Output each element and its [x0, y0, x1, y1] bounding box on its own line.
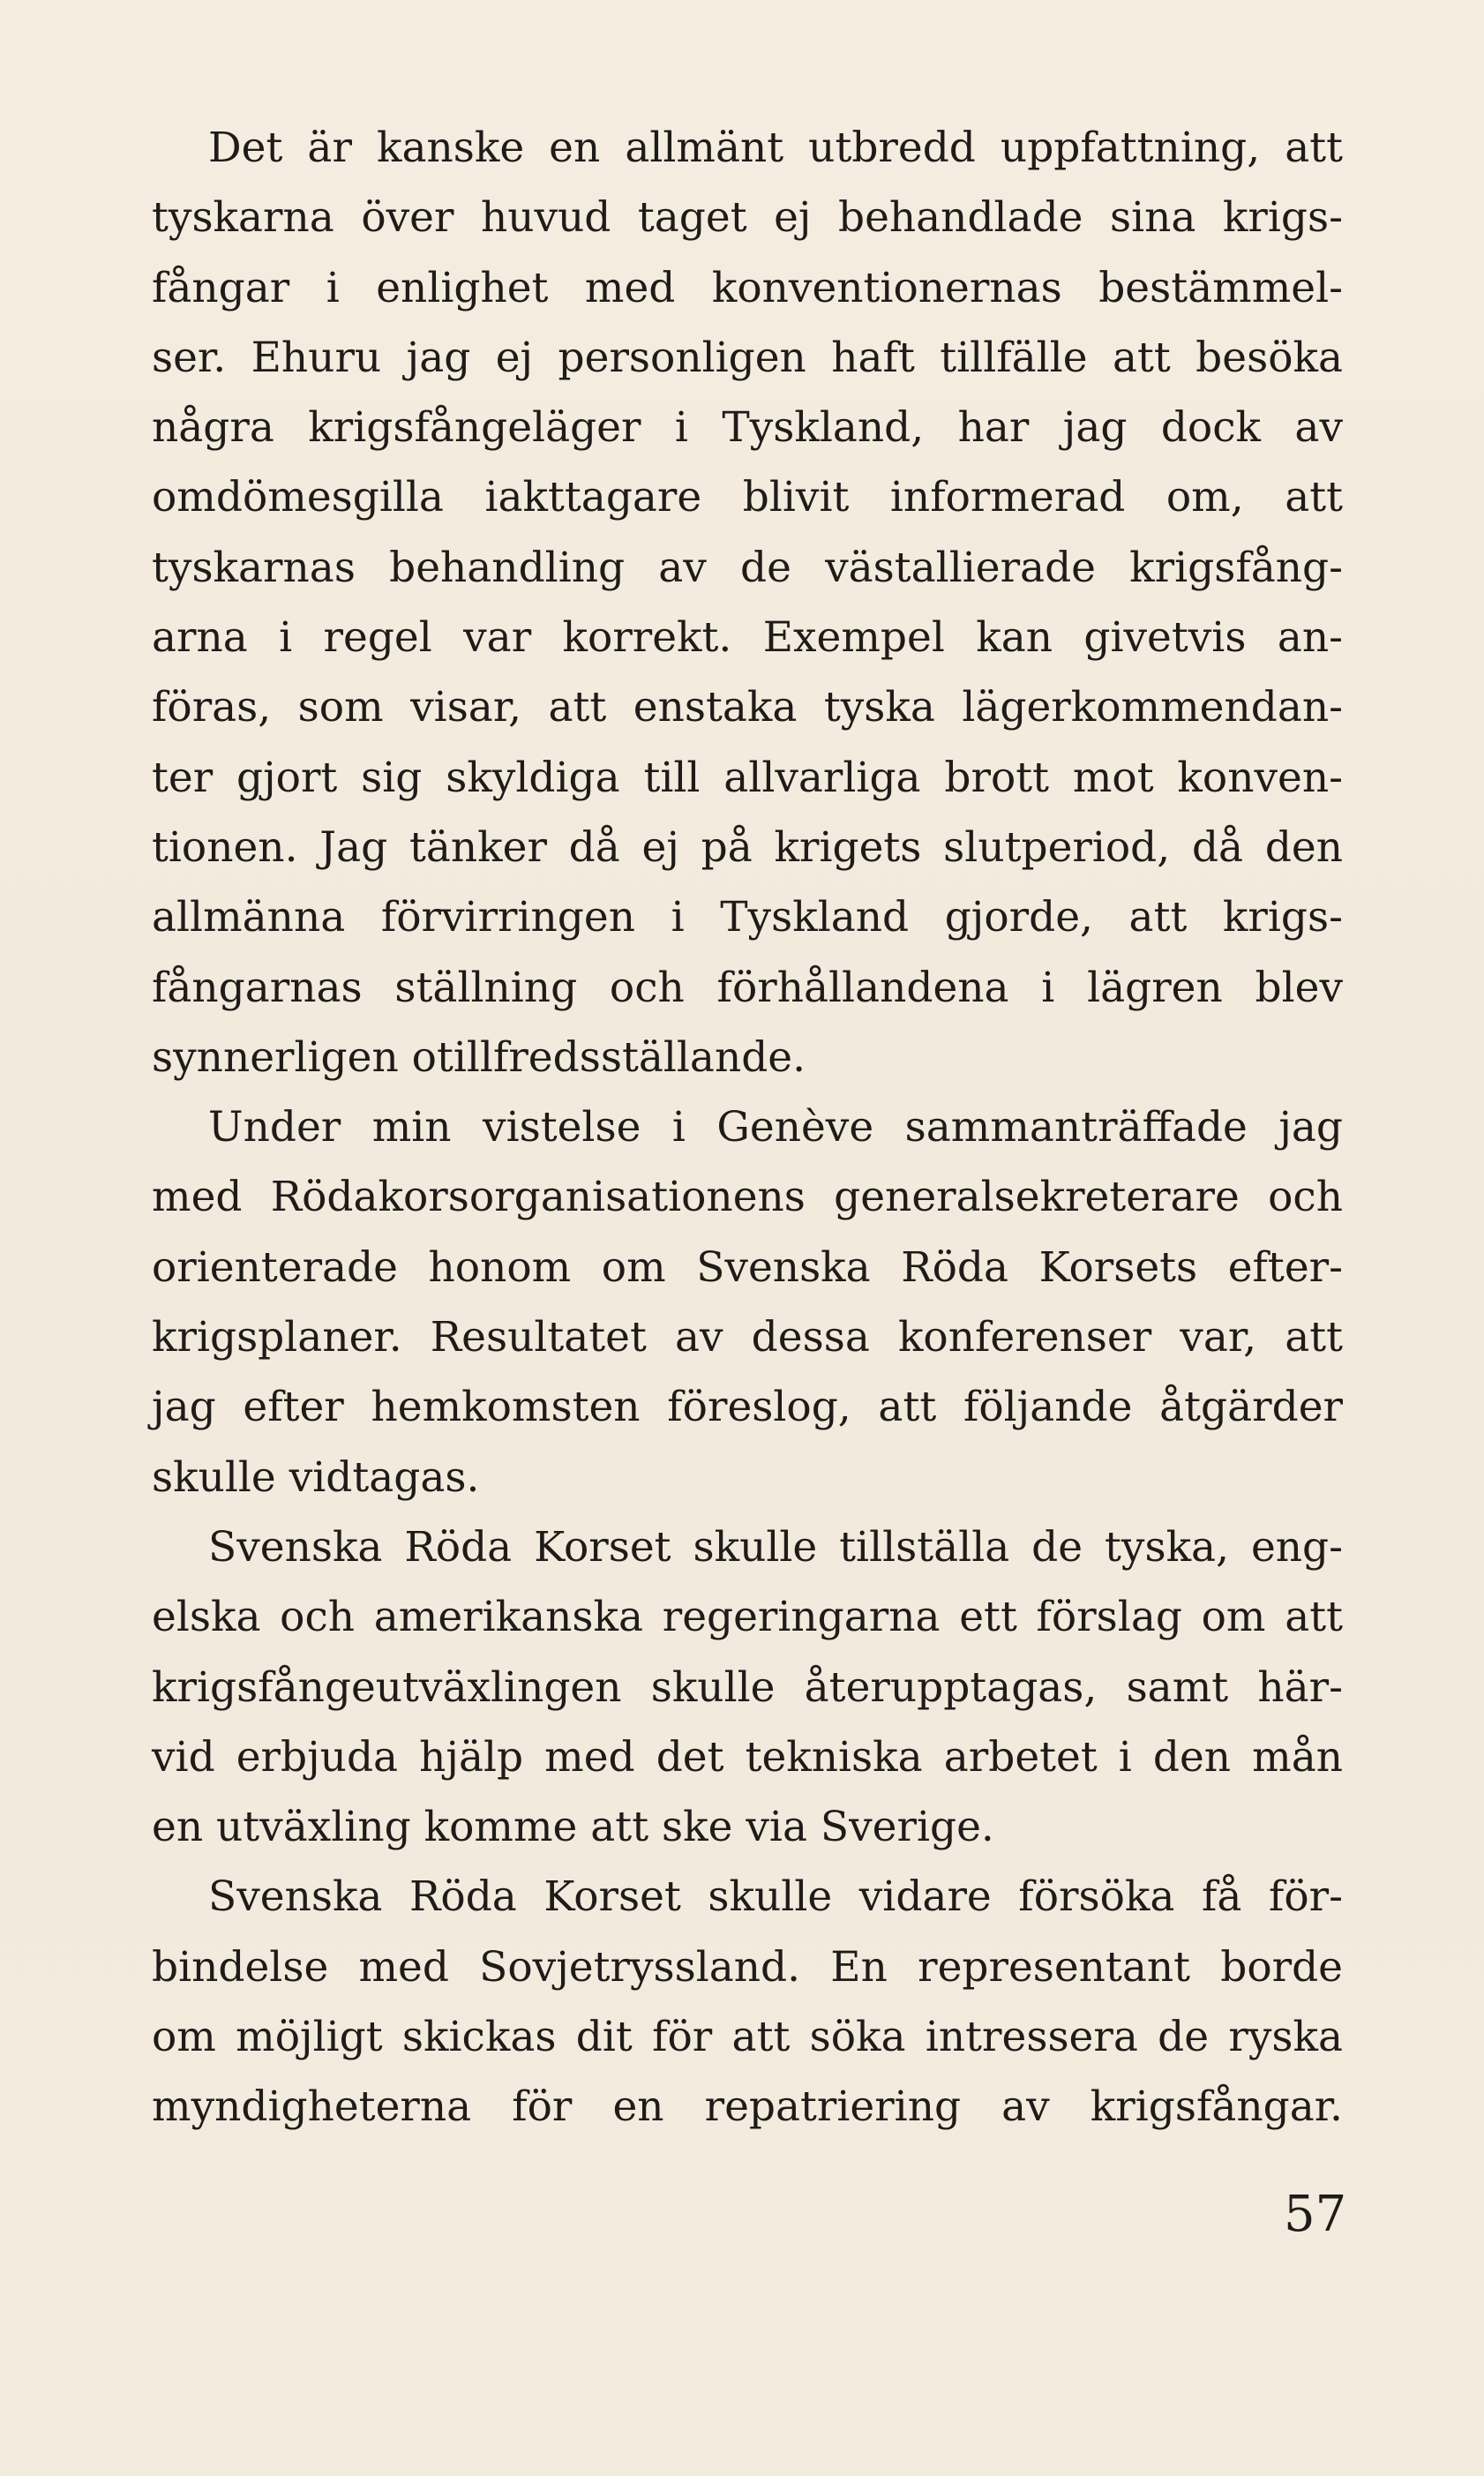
- text-line: orienterade honom om Svenska Röda Korsets efter-: [152, 1242, 1343, 1292]
- text-line: synnerligen otillfredsställande.: [152, 1032, 806, 1082]
- text-line: Det är kanske en allmänt utbredd uppfattning, att: [208, 124, 1343, 172]
- text-line: skulle vidtagas.: [152, 1452, 480, 1502]
- text-line: tyskarna över huvud taget ej behandlade sina krigs-: [152, 193, 1343, 243]
- text-line: en utväxling komme att ske via Sverige.: [152, 1803, 994, 1852]
- paragraph-3: [152, 1512, 1343, 1862]
- text-line: krigsfångeutväxlingen skulle återupptagas, samt här-: [152, 1662, 1343, 1712]
- text-line: om möjligt skickas dit för att söka intressera de ryska: [152, 2013, 1343, 2062]
- paragraph-4: [152, 1862, 1343, 2142]
- body-text: [152, 113, 1343, 2142]
- paragraph-2: [152, 1092, 1343, 1512]
- text-line: fångarnas ställning och förhållandena i lägren blev: [152, 963, 1343, 1012]
- paragraph-1: [152, 113, 1343, 1092]
- text-line: Under min vistelse i Genève sammanträffade jag: [208, 1103, 1343, 1152]
- text-line: omdömesgilla iakttagare blivit informerad om, att: [152, 473, 1343, 522]
- text-line: Svenska Röda Korset skulle vidare försöka få för-: [208, 1872, 1343, 1922]
- text-line: tyskarnas behandling av de västallierade krigsfång-: [152, 543, 1343, 592]
- text-line: föras, som visar, att enstaka tyska lägerkommendan-: [152, 683, 1343, 732]
- text-line: ser. Ehuru jag ej personligen haft tillfälle att besöka: [152, 333, 1343, 382]
- text-line: jag efter hemkomsten föreslog, att följande åtgärder: [152, 1383, 1343, 1432]
- text-line: vid erbjuda hjälp med det tekniska arbetet i den mån: [152, 1732, 1343, 1782]
- text-line: med Rödakorsorganisationens generalsekreterare och: [152, 1173, 1343, 1222]
- text-line: ter gjort sig skyldiga till allvarliga brott mot konven-: [152, 753, 1343, 802]
- text-line: arna i regel var korrekt. Exempel kan givetvis an-: [152, 613, 1343, 663]
- text-line: allmänna förvirringen i Tyskland gjorde, att krigs-: [152, 893, 1343, 942]
- text-line: elska och amerikanska regeringarna ett förslag om att: [152, 1593, 1343, 1642]
- text-line: Svenska Röda Korset skulle tillställa de tyska, eng-: [208, 1522, 1343, 1572]
- text-line: några krigsfångeläger i Tyskland, har jag dock av: [152, 403, 1343, 453]
- page-number: 57: [1284, 2186, 1347, 2243]
- text-line: myndigheterna för en repatriering av krigsfångar.: [152, 2082, 1343, 2132]
- text-line: fångar i enlighet med konventionernas bestämmel-: [152, 263, 1343, 312]
- text-line: bindelse med Sovjetryssland. En representant borde: [152, 1942, 1343, 1992]
- text-line: krigsplaner. Resultatet av dessa konferenser var, att: [152, 1313, 1343, 1362]
- text-line: tionen. Jag tänker då ej på krigets slutperiod, då den: [152, 822, 1343, 872]
